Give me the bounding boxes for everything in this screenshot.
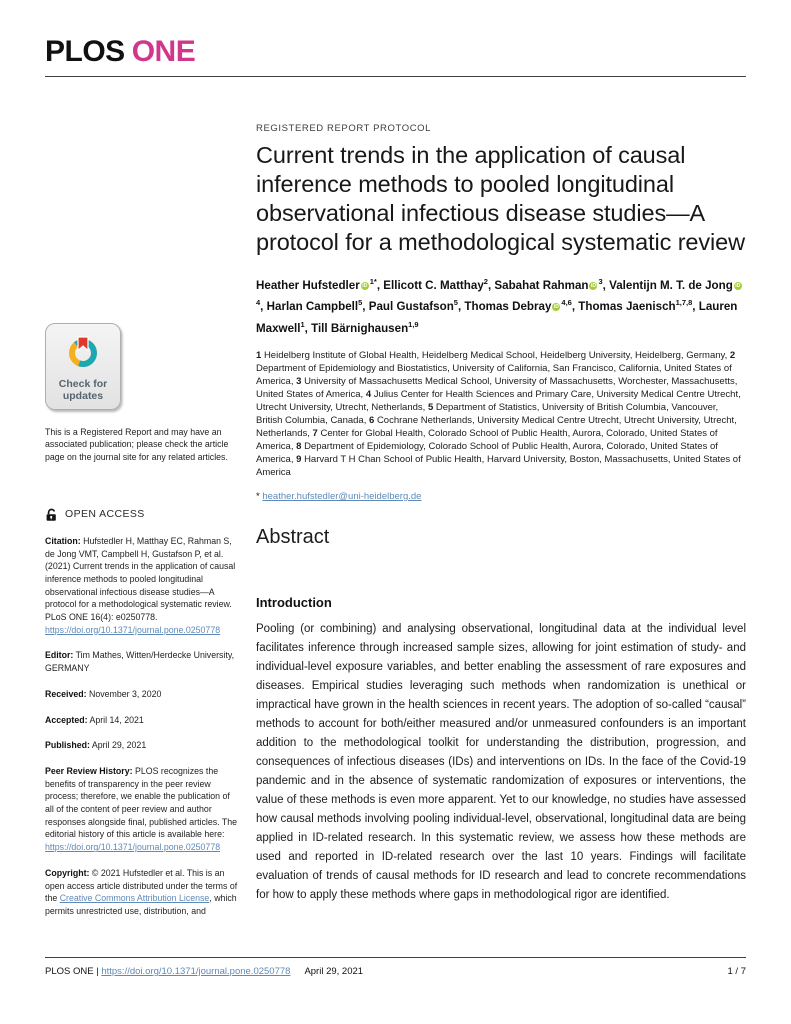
affiliation-number: 7 <box>312 428 321 440</box>
registered-report-note: This is a Registered Report and may have an associated publication; please check the article page on the journal site for any related articles. <box>45 426 229 463</box>
published-label: Published: <box>45 740 90 751</box>
introduction-paragraph: Pooling (or combining) and analysing observational, longitudinal data at the individual level facilitates inference through increased sample sizes, allowing for joint estimation of study- and individual-level exposure variables, and better enabling the assessment of rare exposures and diseases. Empirical studies leveraging such methods when randomization is unethical or impractical have grown in the health sciences in recent years. The adoption of so-called “causal” methods to account for both/either measured and/or unmeasured confounders is an important addition to the methodological toolkit for understanding the distribution, progression, and consequences of infectious diseases (IDs) and interventions on IDs. In the face of the Covid-19 pandemic and in the absence of systematic randomization of exposures or interventions, the value of these methods is even more apparent. Yet to our knowledge, no studies have assessed how causal methods involving pooling individual-level, observational, longitudinal data are being applied in ID-related research. In this systematic review, we assess how these methods are used and reported in ID-related research over the last 10 years. Findings will facilitate evaluation of trends of causal methods for ID research and lead to concrete recommendations for how to apply these methods where gaps in methodological rigor are identified. <box>256 623 746 902</box>
peer-review-label: Peer Review History: <box>45 765 133 776</box>
author-affiliation-superscript: 1,9 <box>408 319 419 329</box>
footer-doi-link[interactable]: https://doi.org/10.1371/journal.pone.0250778 <box>101 966 291 977</box>
author-name: Thomas Debray <box>464 300 552 314</box>
published-text: April 29, 2021 <box>89 740 147 751</box>
author-name: Paul Gustafson <box>368 300 454 314</box>
citation-block <box>45 535 238 637</box>
author-affiliation-superscript: 4,6 <box>561 298 572 308</box>
crossmark-icon <box>63 331 103 371</box>
author-name: Heather Hufstedler <box>256 278 360 292</box>
page-footer <box>45 957 746 977</box>
author-affiliation-superscript: 2 <box>483 277 488 286</box>
affiliation-number: 8 <box>296 441 305 453</box>
footer-rule <box>45 957 746 958</box>
abstract-heading: Abstract <box>256 526 330 549</box>
footer-brand: PLOS ONE | <box>45 966 102 977</box>
footer-row <box>45 966 746 977</box>
author-affiliation-superscript: 3 <box>598 277 603 286</box>
affiliation-number: 4 <box>365 389 374 401</box>
citation-doi-link[interactable]: https://doi.org/10.1371/journal.pone.0250778 <box>45 624 221 635</box>
peer-review-text: PLOS recognizes the benefits of transparency in the peer review process; therefore, we enable the publication of all of the content of peer review and author responses alongside final, published articles. The editorial history of this article is available here: <box>45 765 238 840</box>
copyright-text-1: © 2021 Hufstedler et al. This is an open access article distributed under the terms of the <box>45 867 238 904</box>
article-title: Current trends in the application of causal inference methods to pooled longitudinal observational infectious disease studies—A protocol for a methodological systematic review <box>256 142 746 255</box>
author-affiliation-superscript: 1* <box>369 277 377 286</box>
citation-text: Hufstedler H, Matthay EC, Rahman S, de Jong VMT, Campbell H, Gustafson P, et al. (2021) Current trends in the application of causal inference methods to pooled longitudinal observational infectious disease studies—A protocol for a methodological systematic review. PLoS ONE 16(4): e0250778. <box>45 535 236 623</box>
author-name: Ellicott C. Matthay <box>383 278 484 292</box>
author-name: Thomas Jaenisch <box>578 300 676 314</box>
introduction-heading: Introduction <box>256 595 332 611</box>
author-list: Heather Hufstedler iD $^{1*}$, Ellicott C. Matthay$^2$, Sabahat Rahman iD $^3$, Valentijn M. T. de Jong $iD^4$, Harlan Campbell$^5$, Paul Gustafson$^5$, Thomas Debray iD $^{4,6}$, Thomas Jaenisch$^{1,7,8}$, Lauren Maxwell$^1$, Till Bärnighausen$^{1,9}$ <box>256 277 741 335</box>
accepted-text: April 14, 2021 <box>87 714 144 725</box>
affiliation-number: 5 <box>427 402 436 414</box>
footer-date: April 29, 2021 <box>304 966 364 977</box>
corresponding-email-link[interactable]: heather.hufstedler@uni-heidelberg.de <box>262 491 422 503</box>
affiliation-number: 3 <box>296 376 305 388</box>
peer-review-doi-link[interactable]: https://doi.org/10.1371/journal.pone.0250778 <box>45 842 221 853</box>
citation-label: Citation: <box>45 535 81 546</box>
accepted-label: Accepted: <box>45 714 88 725</box>
email-marker: * <box>256 491 263 503</box>
corresponding-email-row <box>256 491 746 502</box>
open-lock-icon <box>45 508 58 522</box>
plos-one-logo <box>45 34 746 70</box>
peer-review-block <box>45 765 238 854</box>
footer-page-indicator: 1 / 7 <box>727 966 746 977</box>
affiliation-number: 1 <box>256 350 264 362</box>
author-name: Harlan Campbell <box>266 300 359 314</box>
orcid-icon[interactable]: iD <box>362 282 368 289</box>
author-name: Till Bärnighausen <box>311 321 409 335</box>
main-column <box>256 77 746 905</box>
open-access-row <box>45 508 238 522</box>
editor-label: Editor: <box>45 650 74 661</box>
masthead <box>0 0 791 77</box>
creative-commons-link[interactable]: Creative Commons Attribution License <box>59 893 210 904</box>
received-block <box>45 688 238 701</box>
article-type-kicker: REGISTERED REPORT PROTOCOL <box>256 123 432 134</box>
copyright-label: Copyright: <box>45 867 90 878</box>
logo-plos: PLOS <box>45 35 125 68</box>
open-access-label: OPEN ACCESS <box>65 508 145 521</box>
affiliation-list: 1 Heidelberg Institute of Global Health, Heidelberg Medical School, Heidelberg University, Heidelberg, Germany, 2 Department of Epidemiology and Biostatistics, University of California, San Francisco, California, United States of America, 3 University of Massachusetts Medical School, University of Massachusetts, Worchester, Massachusetts, United States of America, 4 Julius Center for Health Sciences and Primary Care, University Medical Centre Utrecht, Utrecht University, Utrecht, Netherlands, 5 Department of Statistics, University of British Columbia, Vancouver, British Columbia, Canada, 6 Cochrane Netherlands, University Medical Centre Utrecht, Utrecht University, Utrecht, Netherlands, 7 Center for Global Health, Colorado School of Public Health, Aurora, Colorado, United States of America, 8 Department of Epidemiology, Colorado School of Public Health, Aurora, Colorado, United States of America, 9 Harvard T H Chan School of Public Health, Harvard University, Boston, Massachusetts, United States of America <box>256 350 741 479</box>
author-name: Lauren Maxwell <box>256 300 738 335</box>
editor-text: Tim Mathes, Witten/Herdecke University, GERMANY <box>45 650 235 674</box>
received-label: Received: <box>45 688 87 699</box>
received-text: November 3, 2020 <box>86 688 162 699</box>
author-affiliation-superscript: 5 <box>453 298 458 308</box>
affiliation-number: 6 <box>369 415 377 427</box>
affiliation-number: 9 <box>296 454 305 466</box>
author-affiliation-superscript: 4 <box>256 298 261 308</box>
content-columns <box>0 77 791 918</box>
copyright-block <box>45 867 238 918</box>
sidebar <box>45 77 238 918</box>
author-name: Sabahat Rahman <box>494 278 589 292</box>
copyright-text-2: , which permits unrestricted use, distribution, and <box>45 893 237 916</box>
footer-left <box>45 966 363 977</box>
orcid-icon[interactable]: iD <box>553 304 559 311</box>
logo-one: ONE <box>131 35 196 68</box>
orcid-icon[interactable]: iD <box>735 282 741 289</box>
crossmark-label: Check for updates <box>58 377 108 402</box>
affiliation-number: 2 <box>729 350 736 362</box>
check-for-updates-badge[interactable] <box>45 323 121 410</box>
author-name: Valentijn M. T. de Jong <box>609 278 733 292</box>
author-affiliation-superscript: 1 <box>300 319 305 329</box>
editor-block <box>45 649 238 674</box>
author-affiliation-superscript: 1,7,8 <box>675 298 693 308</box>
accepted-block <box>45 714 238 727</box>
author-affiliation-superscript: 5 <box>358 298 363 308</box>
orcid-icon[interactable]: iD <box>590 282 596 289</box>
published-block <box>45 739 238 752</box>
